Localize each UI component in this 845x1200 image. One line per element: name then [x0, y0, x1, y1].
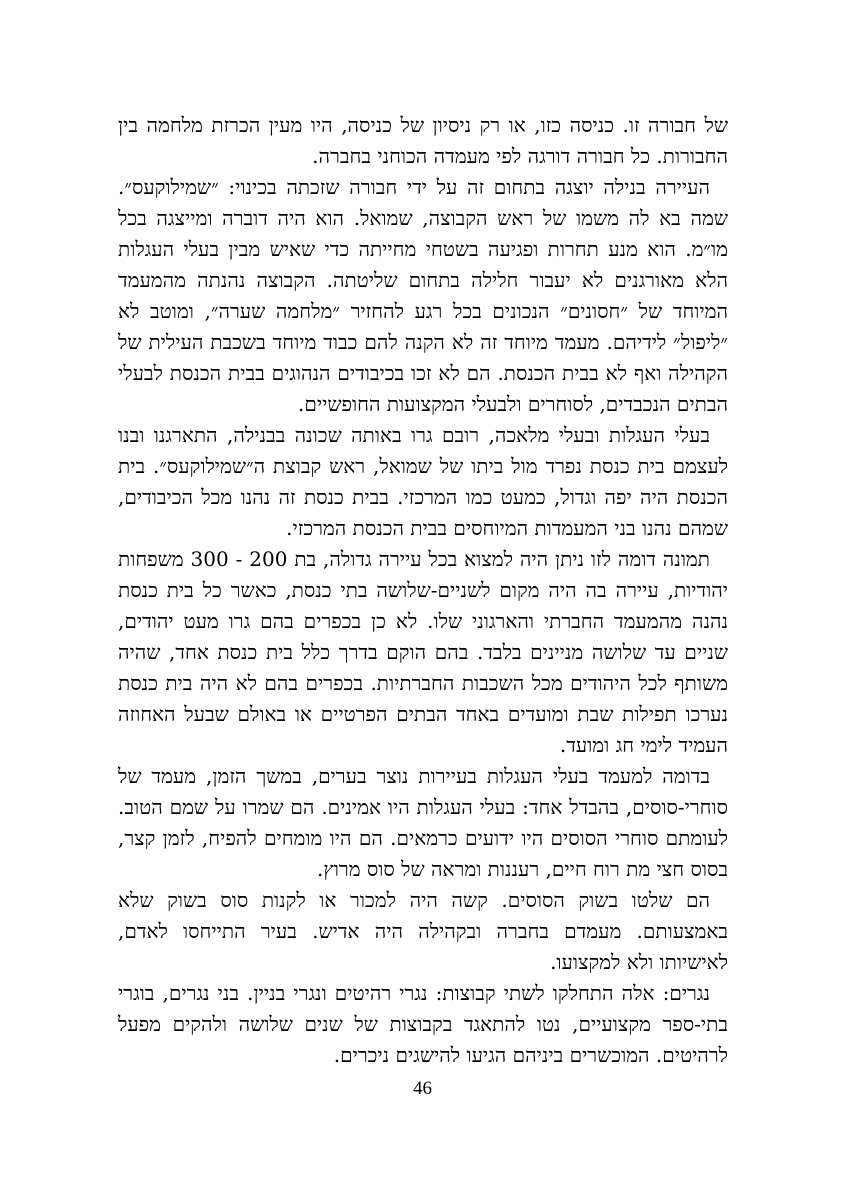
paragraph-carpenters: נגרים: אלה התחלקו לשתי קבוצות: נגרי רהיטים ונגרי בניין. בני נגרים, בוגרי בתי-ספר מקצועיים, נטו להתאגד בקבוצות של שנים שלושה ולהקים מפעל לרהיטים. המוכשרים ביניהם הגיעו להישגים ניכרים.	[118, 981, 728, 1067]
paragraph-horse-traders: בדומה למעמד בעלי העגלות בעיירות נוצר בערים, במשך הזמן, מעמד של סוחרי-סוסים, בהבדל אחד: בעלי העגלות היו אמינים. הם שמרו על שמם הטוב. לעומתם סוחרי הסוסים היו ידועים כרמאים. הם היו מומחים להפיח, לזמן קצר, בסוס חצי מת רוח חיים, רעננות ומראה של סוס מרוץ.	[118, 764, 728, 881]
body-text	[118, 110, 728, 1071]
paragraph-towns-villages: תמונה דומה לזו ניתן היה למצוא בכל עיירה גדולה, בת 200 - 300 משפחות יהודיות, עיירה בה היה מקום לשניים-שלושה בתי כנסת, כאשר כל בית כנסת נהנה מהמעמד החברתי והארגוני שלו. לא כן בכפרים בהם גרו מעט יהודים, שניים עד שלושה מניינים בלבד. בהם הוקם בדרך כלל בית כנסת אחד, שהיה משותף לכל היהודים מכל השכבות החברתיות. בכפרים בהם לא היה בית כנסת נערכו תפילות שבת ומועדים באחד הבתים הפרטיים או באולם שבעל האחוזה העמיד לימי חג ומועד.	[118, 547, 728, 757]
paragraph-continuation: של חבורה זו. כניסה כזו, או רק ניסיון של כניסה, היו מעין הכרזת מלחמה בין החבורות. כל חבורה דורגה לפי מעמדה הכוחני בחברה.	[118, 113, 728, 168]
paragraph-horse-market: הם שלטו בשוק הסוסים. קשה היה למכור או לקנות סוס בשוק שלא באמצעותם. מעמדם בחברה ובקהילה היה אדיש. בעיר התייחסו לאדם, לאישיותו ולא למקצועו.	[118, 888, 728, 974]
paragraph-shmilokes-group: העיירה בנילה יוצגה בתחום זה על ידי חבורה שזכתה בכינוי: ״שמילוקעס״. שמה בא לה משמו של ראש הקבוצה, שמואל. הוא היה דוברה ומייצגה בכל מו״מ. הוא מנע תחרות ופגיעה בשטחי מחייתה כדי שאיש מבין בעלי העגלות הלא מאורגנים לא יעבור חלילה בתחום שליטתה. הקבוצה נהנתה מהמעמד המיוחד של ״חסונים״ הנכונים בכל רגע להחזיר ״מלחמה שערה״, ומוטב לא ״ליפול״ לידיהם. מעמד מיוחד זה לא הקנה להם כבוד מיוחד בשכבת העילית של הקהילה ואף לא בבית הכנסת. הם לא זכו בכיבודים הנהוגים בבית הכנסת לבעלי הבתים הנכבדים, לסוחרים ולבעלי המקצועות החופשיים.	[118, 175, 728, 416]
paragraph-synagogue: בעלי העגלות ובעלי מלאכה, רובם גרו באותה שכונה בבנילה, התארגנו ובנו לעצמם בית כנסת נפרד מול ביתו של שמואל, ראש קבוצת ה״שמילוקעס״. בית הכנסת היה יפה וגדול, כמעט כמו המרכזי. בבית כנסת זה נהנו מכל הכיבודים, שמהם נהנו בני המעמדות המיוחסים בבית הכנסת המרכזי.	[118, 423, 728, 540]
page-number: 46	[413, 1078, 432, 1099]
